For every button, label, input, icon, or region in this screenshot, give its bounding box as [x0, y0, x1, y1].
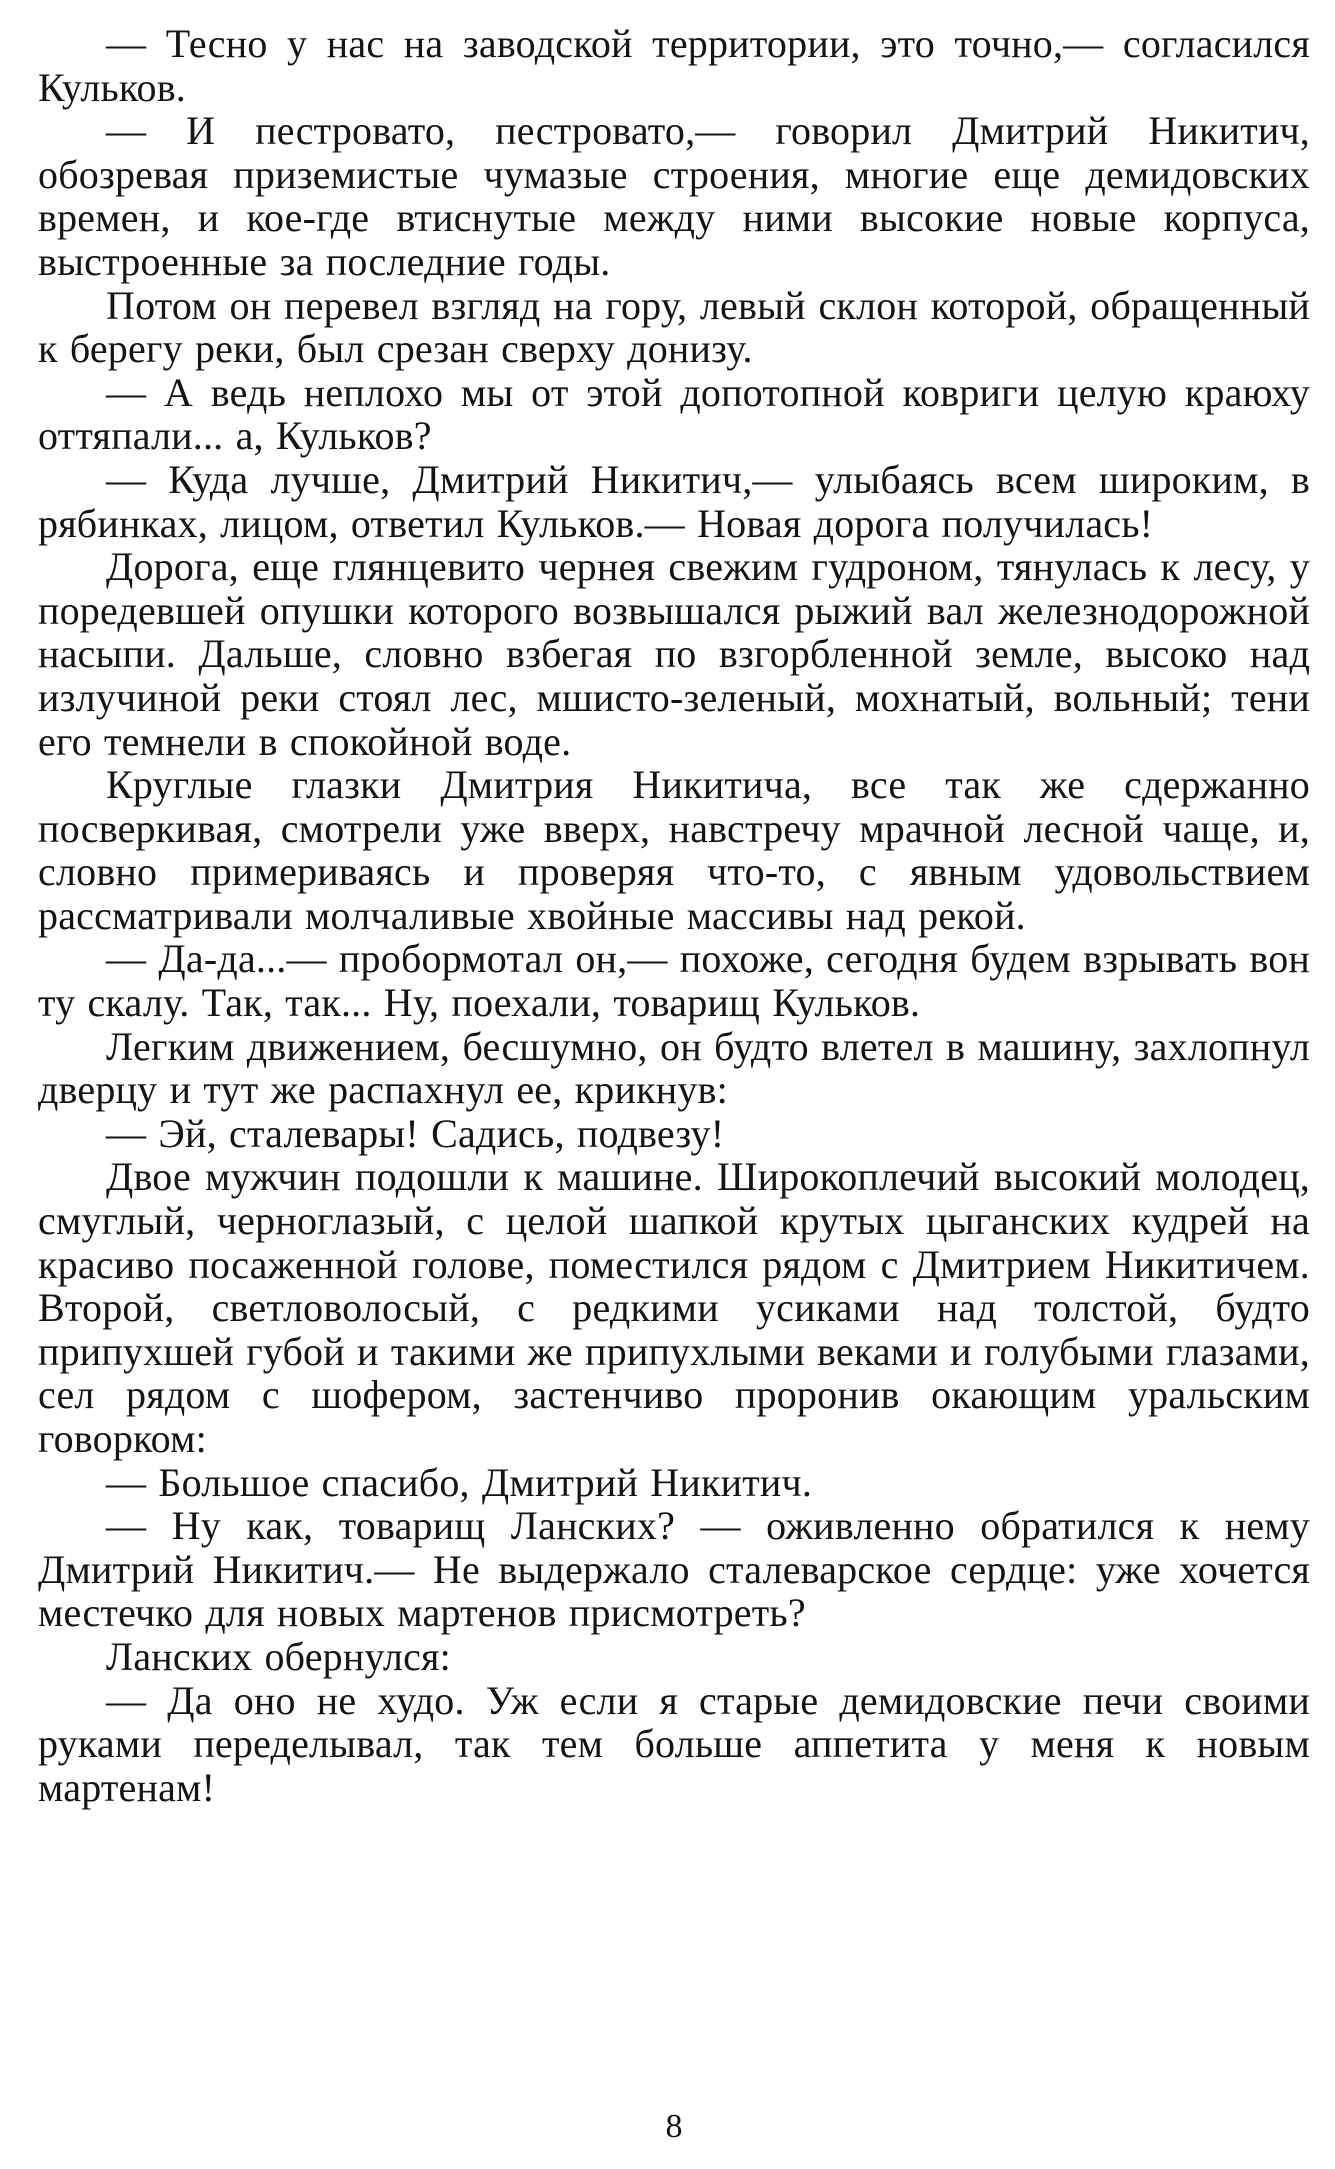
paragraph-13: — Ну как, товарищ Ланских? — оживленно обратился к нему Дмитрий Никитич.— Не выдержало сталеварское сердце: уже хочется местечко для новых мартенов присмотреть?: [38, 1503, 1310, 1636]
paragraph-11: Двое мужчин подошли к машине. Широкоплечий высокий молодец, смуглый, черноглазый, с целой шапкой крутых цыганских кудрей на красиво посаженной голове, поместился рядом с Дмитрием Никитичем. Второй, светловолосый, с редкими усиками над толстой, будто припухшей губой и такими же припухлыми веками и голубыми глазами, сел рядом с шофером, застенчиво проронив окающим уральским говорком:: [38, 1154, 1310, 1461]
paragraph-6: Дорога, еще глянцевито чернея свежим гудроном, тянулась к лесу, у поредевшей опушки которого возвышался рыжий вал железнодорожной насыпи. Дальше, словно взбегая по взгорбленной земле, высоко над излучиной реки стоял лес, мшисто-зеленый, мохнатый, вольный; тени его темнели в спокойной воде.: [38, 544, 1310, 764]
body-text: [38, 22, 1310, 1809]
paragraph-3: Потом он перевел взгляд на гору, левый склон которой, обращенный к берегу реки, был срезан сверху донизу.: [38, 282, 1310, 372]
paragraph-10: — Эй, сталевары! Садись, подвезу!: [106, 1110, 725, 1156]
paragraph-7: Круглые глазки Дмитрия Никитича, все так же сдержанно посверкивая, смотрели уже вверх, навстречу мрачной лесной чаще, и, словно примериваясь и проверяя что-то, с явным удовольствием рассматривали молчаливые хвойные массивы над рекой.: [38, 762, 1310, 938]
paragraph-12: — Большое спасибо, Дмитрий Никитич.: [106, 1459, 813, 1505]
paragraph-2: — И пестровато, пестровато,— говорил Дмитрий Никитич, обозревая приземистые чумазые строения, многие еще демидовских времен, и кое-где втиснутые между ними высокие новые корпуса, выстроенные за последние годы.: [38, 108, 1310, 284]
paragraph-14: Ланских обернулся:: [106, 1633, 451, 1679]
paragraph-8: — Да-да...— пробормотал он,— похоже, сегодня будем взрывать вон ту скалу. Так, так... Ну, поехали, товарищ Кульков.: [38, 936, 1310, 1026]
paragraph-1: — Тесно у нас на заводской территории, это точно,— согласился Кульков.: [38, 21, 1310, 110]
page-number: 8: [665, 2108, 683, 2145]
paragraph-4: — А ведь неплохо мы от этой допотопной ковриги целую краюху оттяпали... а, Кульков?: [38, 369, 1310, 459]
book-page: [38, 21, 1310, 2145]
paragraph-5: — Куда лучше, Дмитрий Никитич,— улыбаясь всем широким, в рябинках, лицом, ответил Кульков.— Новая дорога получилась!: [38, 456, 1310, 546]
paragraph-9: Легким движением, бесшумно, он будто влетел в машину, захлопнул дверцу и тут же распахнул ее, крикнув:: [38, 1023, 1310, 1113]
paragraph-15: — Да оно не худо. Уж если я старые демидовские печи своими руками переделывал, так тем больше аппетита у меня к новым мартенам!: [38, 1677, 1310, 1810]
